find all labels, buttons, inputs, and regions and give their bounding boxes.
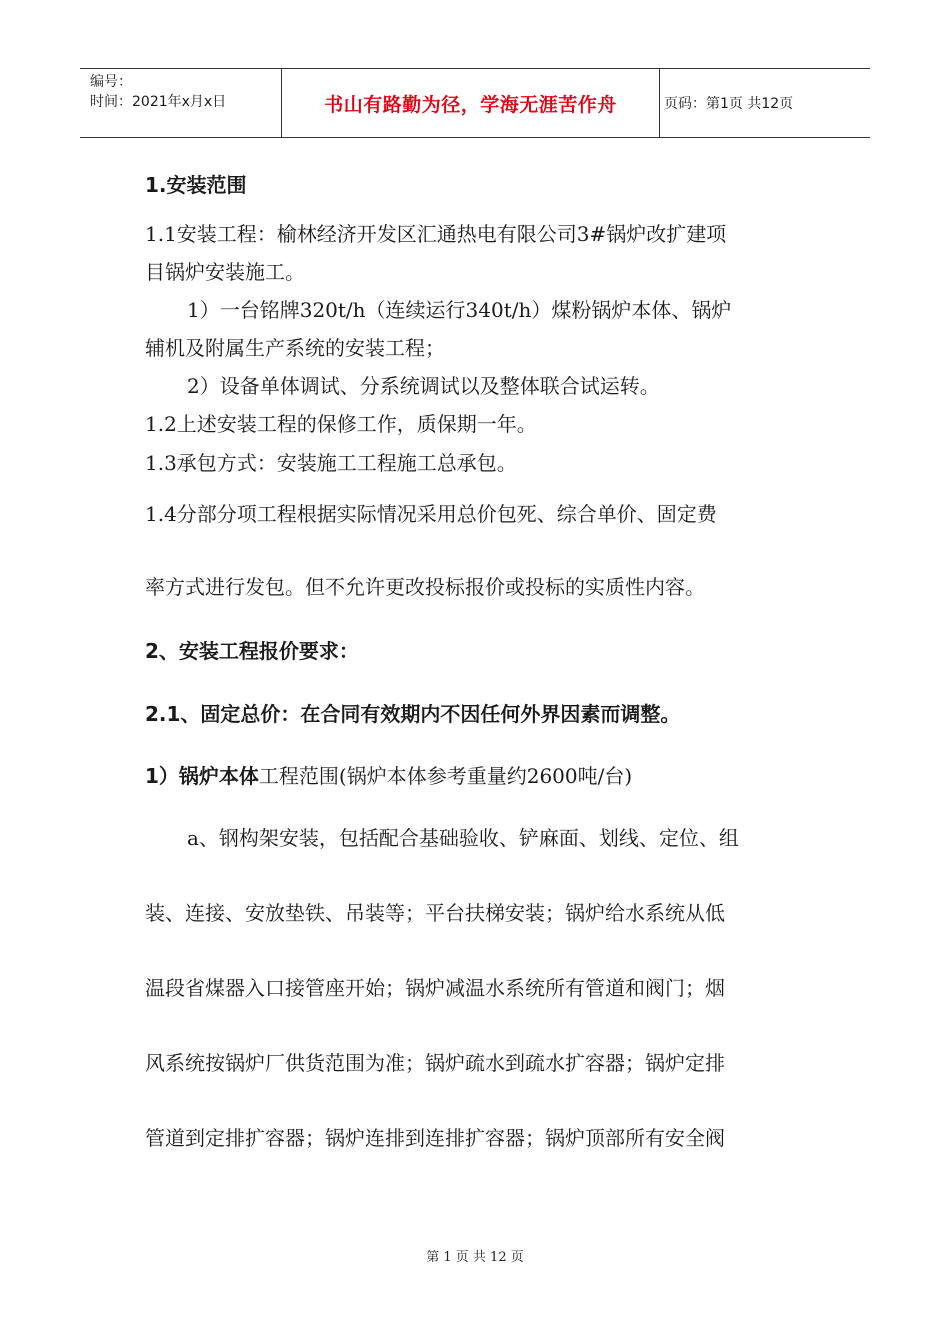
section-heading-2: 2、安装工程报价要求： <box>145 639 359 663</box>
page-footer: 第 1 页 共 12 页 <box>426 1250 524 1265</box>
section-heading-1: 1.安装范围 <box>145 173 247 197</box>
document-date: 时间：2021年x月x日 <box>90 94 227 110</box>
paragraph-line: 1.3承包方式：安装施工工程施工总承包。 <box>145 451 517 475</box>
paragraph-line: a、钢构架安装，包括配合基础验收、铲麻面、划线、定位、组 <box>187 826 739 850</box>
paragraph-line: 风系统按锅炉厂供货范围为准；锅炉疏水到疏水扩容器；锅炉定排 <box>145 1051 725 1075</box>
item-title: 1）锅炉本体 <box>145 764 259 788</box>
paragraph-line: 目锅炉安装施工。 <box>145 260 305 284</box>
header-page-info <box>658 69 870 137</box>
document-number-label: 编号： <box>90 74 132 90</box>
paragraph-line: 2）设备单体调试、分系统调试以及整体联合试运转。 <box>187 374 660 398</box>
item-description: 工程范围(锅炉本体参考重量约2600吨/台) <box>258 764 633 788</box>
page-info-text: 页码：第1页 共12页 <box>664 96 794 112</box>
paragraph-line <box>145 762 632 790</box>
paragraph-line: 1.4分部分项工程根据实际情况采用总价包死、综合单价、固定费 <box>145 502 717 526</box>
paragraph-line: 温段省煤器入口接管座开始；锅炉减温水系统所有管道和阀门；烟 <box>145 976 725 1000</box>
paragraph-line: 装、连接、安放垫铁、吊装等；平台扶梯安装；锅炉给水系统从低 <box>145 901 725 925</box>
paragraph-line: 管道到定排扩容器；锅炉连排到连排扩容器；锅炉顶部所有安全阀 <box>145 1126 725 1150</box>
paragraph-line: 辅机及附属生产系统的安装工程； <box>145 336 445 360</box>
header-motto: 书山有路勤为径，学海无涯苦作舟 <box>324 93 617 116</box>
page-header <box>80 68 870 138</box>
paragraph-line: 1）一台铭牌320t/h（连续运行340t/h）煤粉锅炉本体、锅炉 <box>187 298 732 322</box>
paragraph-line: 1.1安装工程：榆林经济开发区汇通热电有限公司3#锅炉改扩建项 <box>145 222 727 246</box>
header-motto-cell <box>281 69 660 137</box>
paragraph-line: 率方式进行发包。但不允许更改投标报价或投标的实质性内容。 <box>145 575 705 599</box>
subsection-heading: 2.1、固定总价：在合同有效期内不因任何外界因素而调整。 <box>145 702 681 726</box>
header-meta <box>80 69 281 137</box>
paragraph-line: 1.2上述安装工程的保修工作，质保期一年。 <box>145 412 537 436</box>
